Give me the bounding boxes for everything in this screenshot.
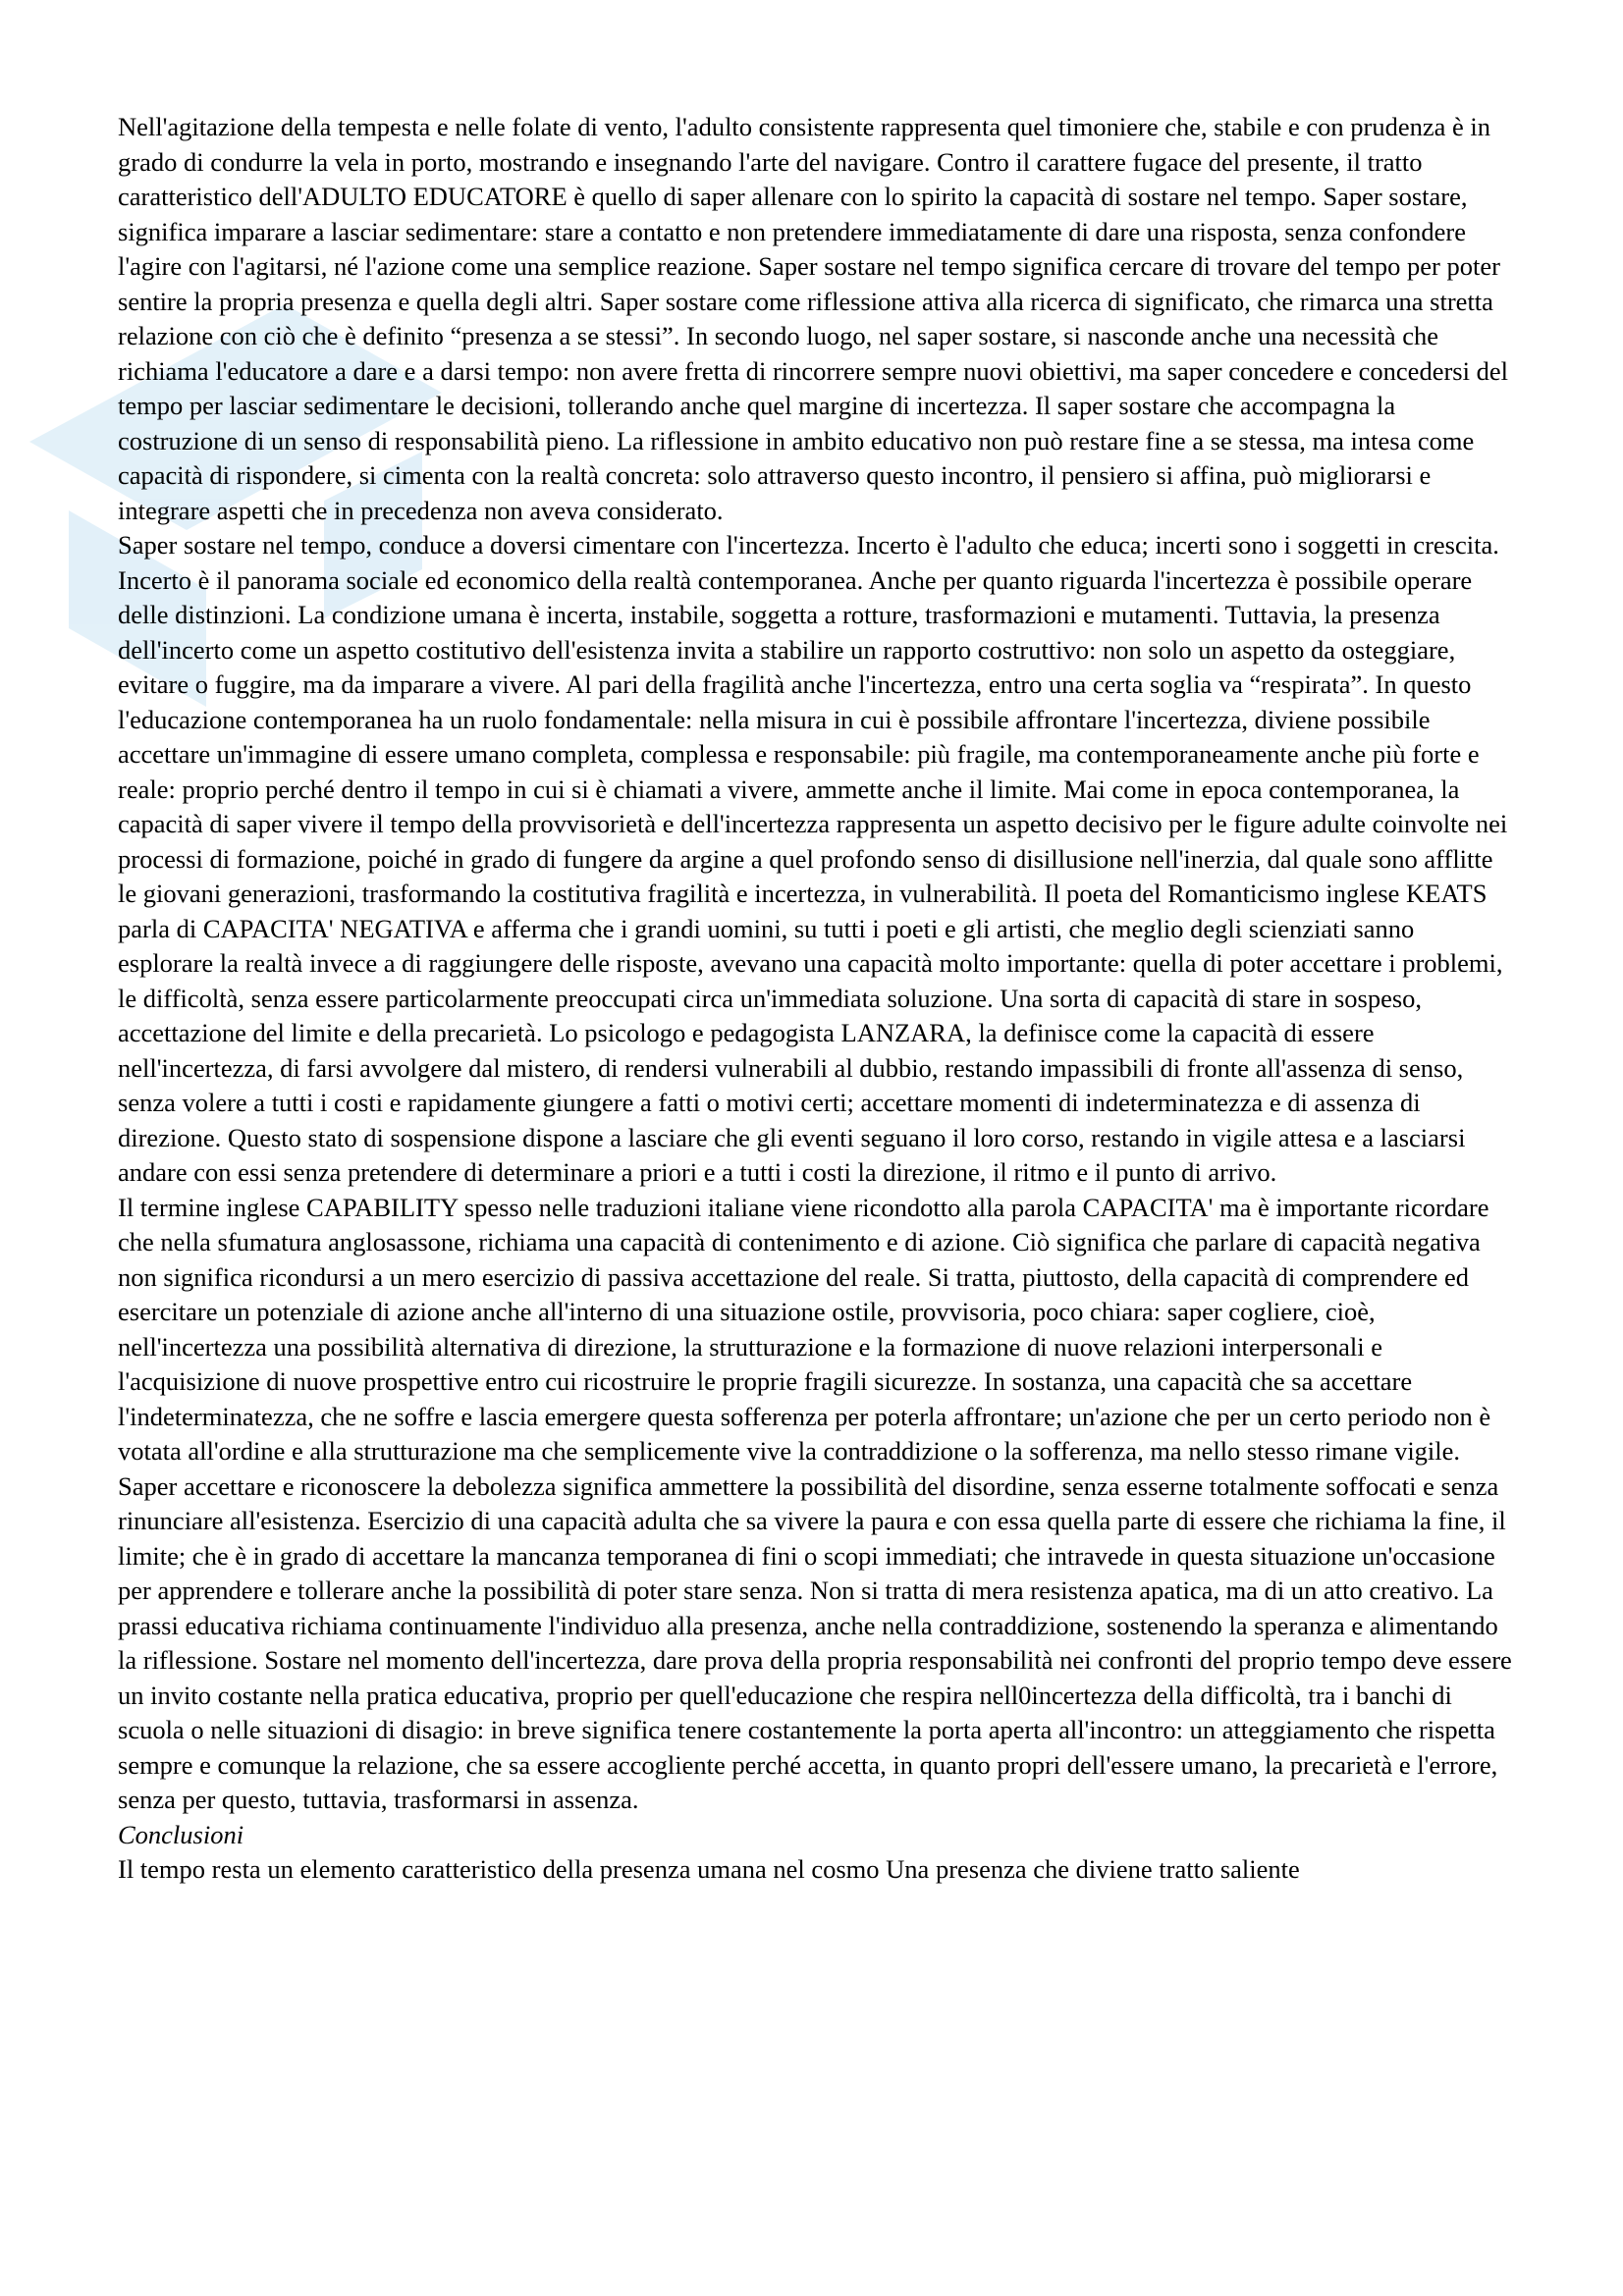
paragraph-conclusioni: Il tempo resta un elemento caratteristico della presenza umana nel cosmo Una presenza che diviene tratto saliente [118,1854,1300,1884]
document-body [118,110,1512,1888]
paragraph-capability: Il termine inglese CAPABILITY spesso nelle traduzioni italiane viene ricondotto alla parola CAPACITA' ma è importante ricordare che nella sfumatura anglosassone, richiama una capacità di contenimento e di azione. Ciò significa che parlare di capacità negativa non significa ricondursi a un mero esercizio di passiva accettazione del reale. Si tratta, piuttosto, della capacità di comprendere ed esercitare un potenziale di azione anche all'interno di una situazione ostile, provvisoria, poco chiara: saper cogliere, cioè, nell'incertezza una possibilità alternativa di direzione, la strutturazione e la formazione di nuove relazioni interpersonali e l'acquisizione di nuove prospettive entro cui ricostruire le proprie fragili sicurezze. In sostanza, una capacità che sa accettare l'indeterminatezza, che ne soffre e lascia emergere questa sofferenza per poterla affrontare; un'azione che per un certo periodo non è votata all'ordine e alla strutturazione ma che semplicemente vive la contraddizione o la sofferenza, ma nello stesso rimane vigile. Saper accettare e riconoscere la debolezza significa ammettere la possibilità del disordine, senza esserne totalmente soffocati e senza rinunciare all'esistenza. Esercizio di una capacità adulta che sa vivere la paura e con essa quella parte di essere che richiama la fine, il limite; che è in grado di accettare la mancanza temporanea di fini o scopi immediati; che intravede in questa situazione un'occasione per apprendere e tollerare anche la possibilità di poter stare senza. Non si tratta di mera resistenza apatica, ma di un atto creativo. La prassi educativa richiama continuamente l'individuo alla presenza, anche nella contraddizione, sostenendo la speranza e alimentando la riflessione. Sostare nel momento dell'incertezza, dare prova della propria responsabilità nei confronti del proprio tempo deve essere un invito costante nella pratica educativa, proprio per quell'educazione che respira nell0incertezza della difficoltà, tra i banchi di scuola o nelle situazioni di disagio: in breve significa tenere costantemente la porta aperta all'incontro: un atteggiamento che rispetta sempre e comunque la relazione, che sa essere accogliente perché accetta, in quanto propri dell'essere umano, la precarietà e l'errore, senza per questo, tuttavia, trasformarsi in assenza. [118,1192,1512,1814]
paragraph-incertezza: Saper sostare nel tempo, conduce a doversi cimentare con l'incertezza. Incerto è l'adulto che educa; incerti sono i soggetti in crescita. Incerto è il panorama sociale ed economico della realtà contemporanea. Anche per quanto riguarda l'incertezza è possibile operare delle distinzioni. La condizione umana è incerta, instabile, soggetta a rotture, trasformazioni e mutamenti. Tuttavia, la presenza dell'incerto come un aspetto costitutivo dell'esistenza invita a stabilire un rapporto costruttivo: non solo un aspetto da osteggiare, evitare o fuggire, ma da imparare a vivere. Al pari della fragilità anche l'incertezza, entro una certa soglia va “respirata”. In questo l'educazione contemporanea ha un ruolo fondamentale: nella misura in cui è possibile affrontare l'incertezza, diviene possibile accettare un'immagine di essere umano completa, complessa e responsabile: più fragile, ma contemporaneamente anche più forte e reale: proprio perché dentro il tempo in cui si è chiamati a vivere, ammette anche il limite. Mai come in epoca contemporanea, la capacità di saper vivere il tempo della provvisorietà e dell'incertezza rappresenta un aspetto decisivo per le figure adulte coinvolte nei processi di formazione, poiché in grado di fungere da argine a quel profondo senso di disillusione nell'inerzia, dal quale sono afflitte le giovani generazioni, trasformando la costitutiva fragilità e incertezza, in vulnerabilità. Il poeta del Romanticismo inglese KEATS parla di CAPACITA' NEGATIVA e afferma che i grandi uomini, su tutti i poeti e gli artisti, che meglio degli scienziati sanno esplorare la realtà invece a di raggiungere delle risposte, avevano una capacità molto importante: quella di poter accettare i problemi, le difficoltà, senza essere particolarmente preoccupati circa un'immediata soluzione. Una sorta di capacità di stare in sospeso, accettazione del limite e della precarietà. Lo psicologo e pedagogista LANZARA, la definisce come la capacità di essere nell'incertezza, di farsi avvolgere dal mistero, di rendersi vulnerabili al dubbio, restando impassibili di fronte all'assenza di senso, senza volere a tutti i costi e rapidamente giungere a fatti o motivi certi; accettare momenti di indeterminatezza e di assenza di direzione. Questo stato di sospensione dispone a lasciare che gli eventi seguano il loro corso, restando in vigile attesa e a lasciarsi andare con essi senza pretendere di determinare a priori e a tutti i costi la direzione, il ritmo e il punto di arrivo. [118,530,1508,1187]
section-heading-conclusioni: Conclusioni [118,1819,244,1849]
paragraph-adulto-educatore: Nell'agitazione della tempesta e nelle folate di vento, l'adulto consistente rappresenta quel timoniere che, stabile e con prudenza è in grado di condurre la vela in porto, mostrando e insegnando l'arte del navigare. Contro il carattere fugace del presente, il tratto caratteristico dell'ADULTO EDUCATORE è quello di saper allenare con lo spirito la capacità di sostare nel tempo. Saper sostare, significa imparare a lasciar sedimentare: stare a contatto e non pretendere immediatamente di dare una risposta, senza confondere l'agire con l'agitarsi, né l'azione come una semplice reazione. Saper sostare nel tempo significa cercare di trovare del tempo per poter sentire la propria presenza e quella degli altri. Saper sostare come riflessione attiva alla ricerca di significato, che rimarca una stretta relazione con ciò che è definito “presenza a se stessi”. In secondo luogo, nel saper sostare, si nasconde anche una necessità che richiama l'educatore a dare e a darsi tempo: non avere fretta di rincorrere sempre nuovi obiettivi, ma saper concedere e concedersi del tempo per lasciar sedimentare le decisioni, tollerando anche quel margine di incertezza. Il saper sostare che accompagna la costruzione di un senso di responsabilità pieno. La riflessione in ambito educativo non può restare fine a se stessa, ma intesa come capacità di rispondere, si cimenta con la realtà concreta: solo attraverso questo incontro, il pensiero si affina, può migliorarsi e integrare aspetti che in precedenza non aveva considerato. [118,112,1508,525]
